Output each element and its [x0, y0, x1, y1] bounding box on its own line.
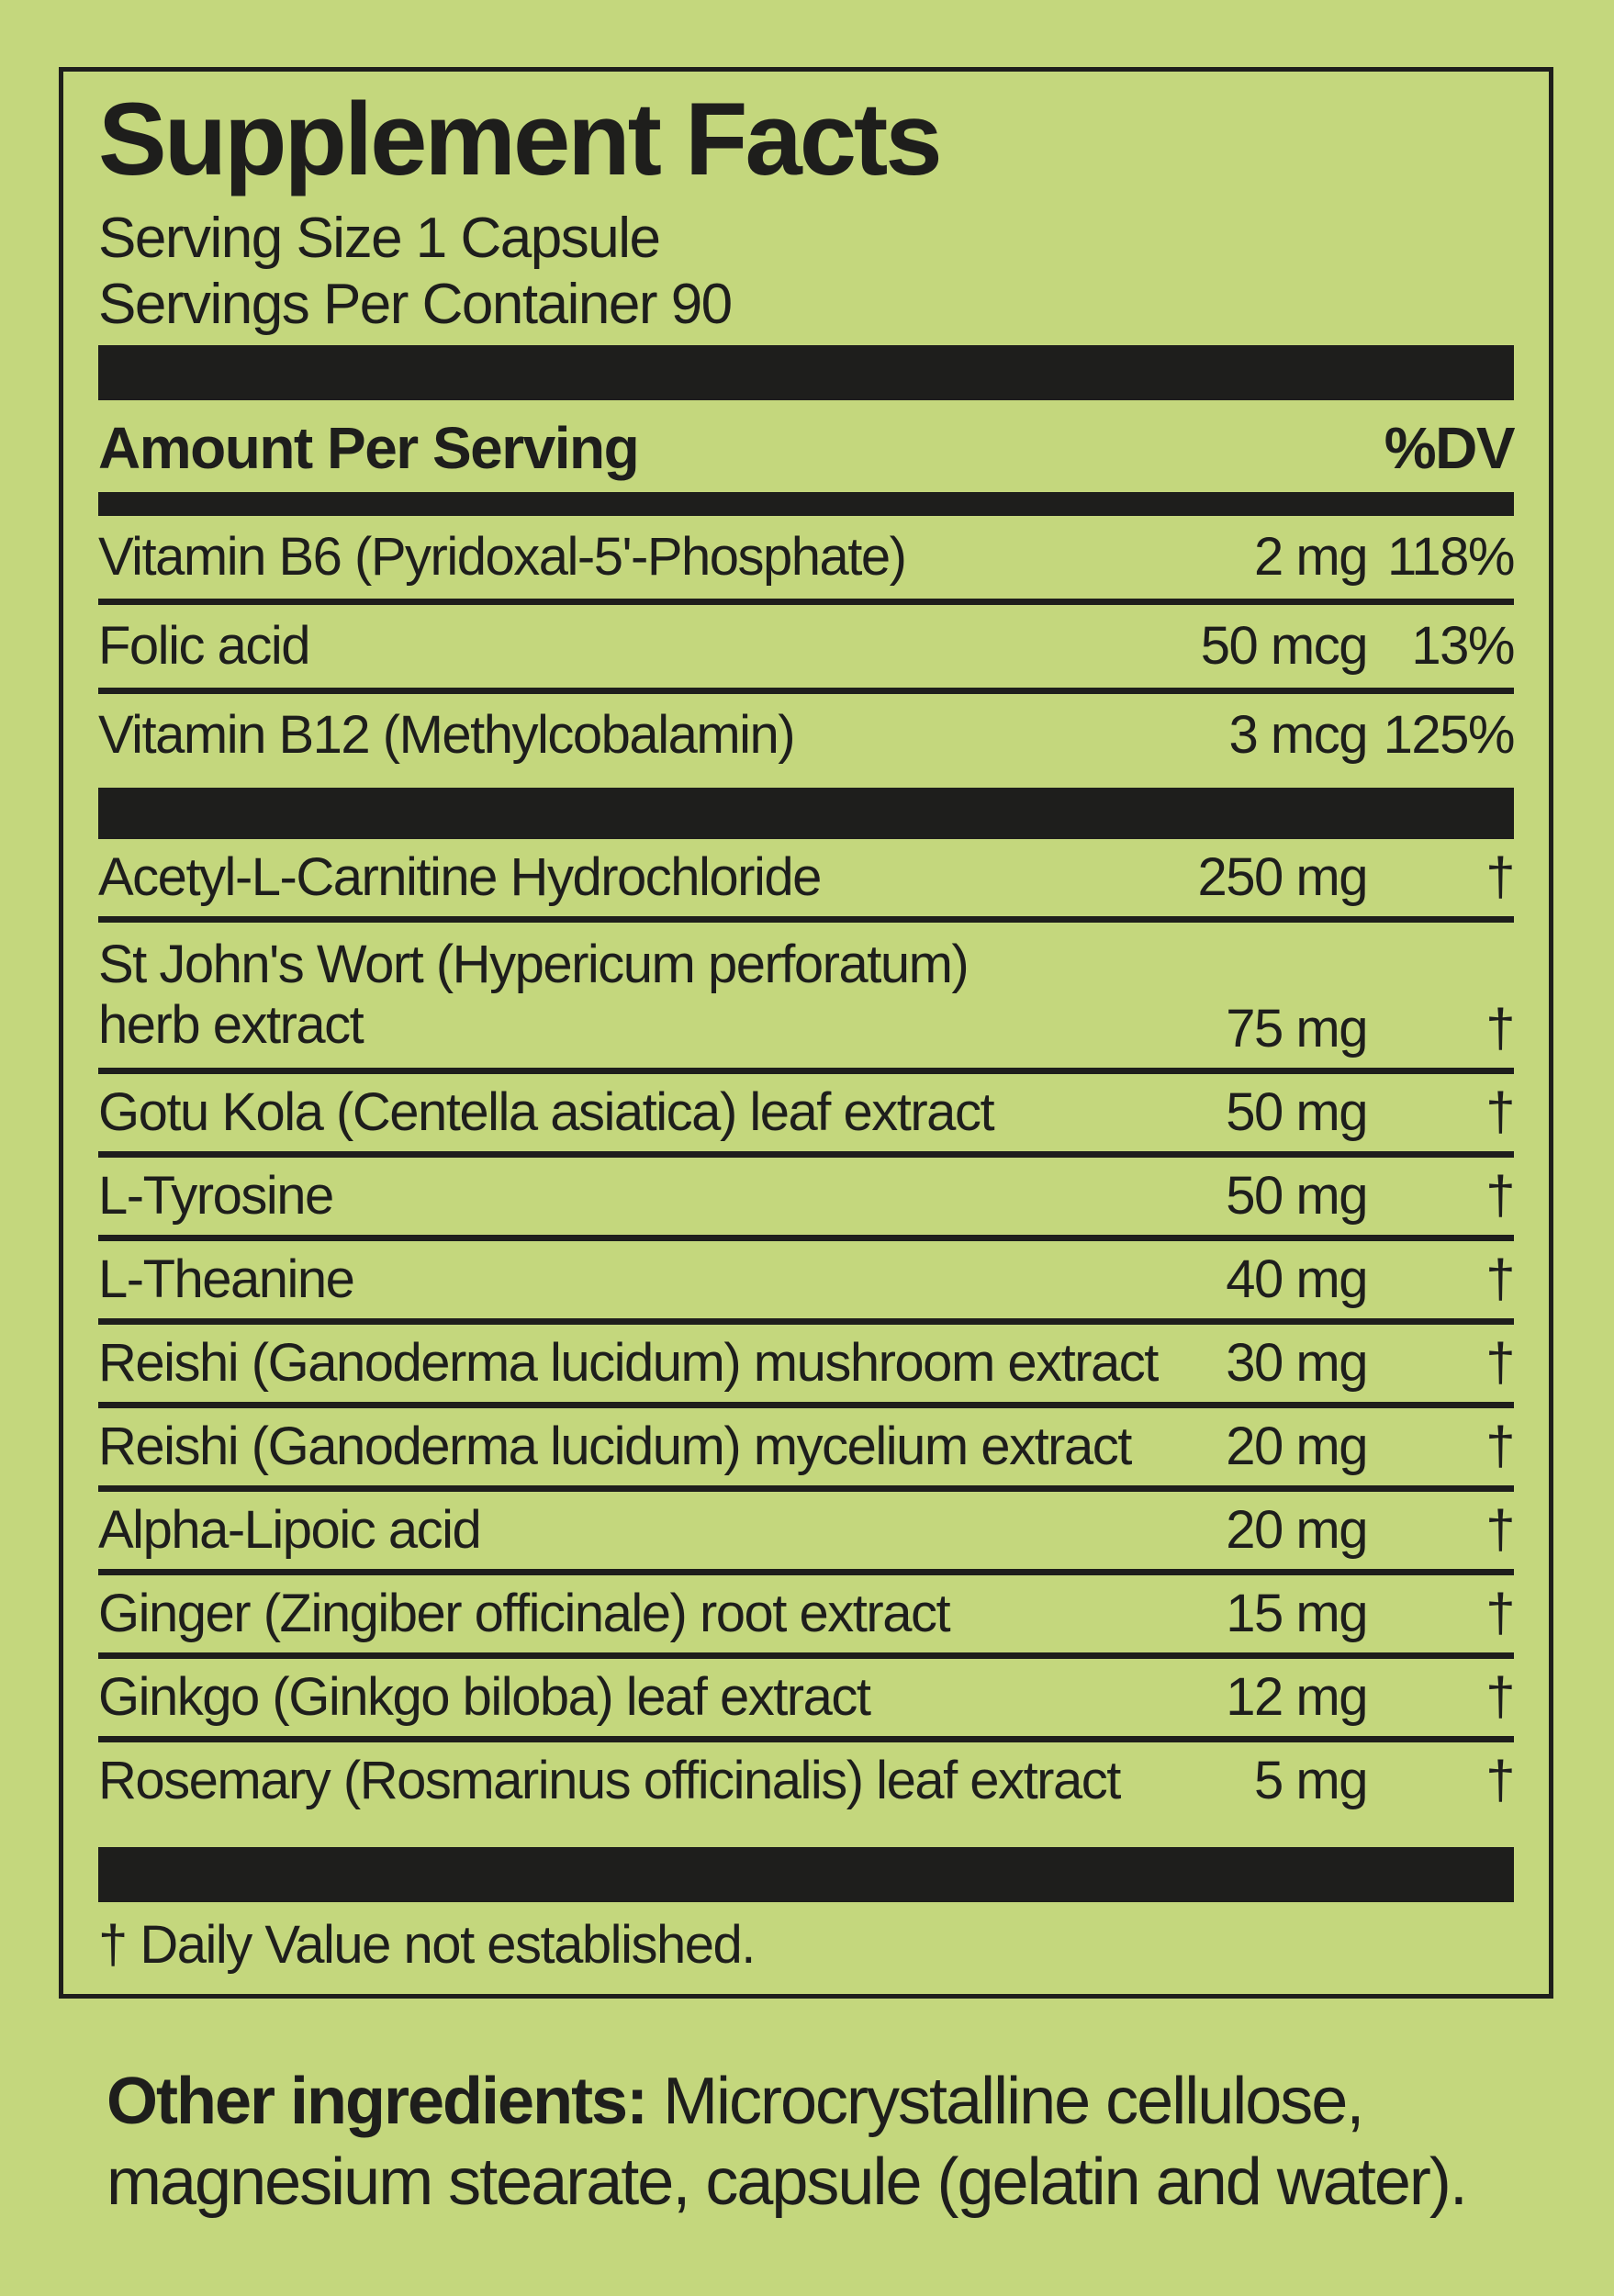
- column-header-row: [98, 400, 1514, 492]
- serving-size: Serving Size 1 Capsule: [98, 207, 660, 270]
- nutrient-amount: 50 mcg: [1200, 616, 1367, 676]
- nutrient-amount: 12 mg: [1226, 1667, 1367, 1727]
- nutrient-row: [98, 516, 1514, 599]
- other-ingredients: [106, 2061, 1566, 2223]
- nutrient-row: [98, 1318, 1514, 1402]
- nutrient-amount: 15 mg: [1226, 1584, 1367, 1643]
- nutrient-dv: †: [1485, 1751, 1514, 1810]
- nutrient-dv: †: [1485, 1082, 1514, 1142]
- nutrient-dv: 118%: [1386, 527, 1514, 587]
- nutrient-name: Gotu Kola (Centella asiatica) leaf extract: [98, 1082, 994, 1142]
- nutrient-amount: 30 mg: [1226, 1333, 1367, 1393]
- nutrient-row: [98, 1151, 1514, 1235]
- nutrient-row: [98, 1402, 1514, 1485]
- nutrient-dv: †: [1485, 1584, 1514, 1643]
- nutrient-name: Reishi (Ganoderma lucidum) mycelium extract: [98, 1417, 1131, 1476]
- nutrient-row: [98, 839, 1514, 916]
- nutrient-amount: 50 mg: [1226, 1082, 1367, 1142]
- nutrient-row: [98, 1652, 1514, 1736]
- nutrient-row: [98, 1485, 1514, 1569]
- nutrient-row: [98, 688, 1514, 777]
- nutrient-amount: 50 mg: [1226, 1166, 1367, 1226]
- nutrient-amount: 5 mg: [1254, 1751, 1367, 1810]
- nutrient-name: Ginger (Zingiber officinale) root extract: [98, 1584, 950, 1643]
- serving-info: [98, 206, 1514, 338]
- nutrient-amount: 250 mg: [1197, 847, 1367, 907]
- facts-title: Supplement Facts: [98, 82, 940, 196]
- nutrient-amount: 3 mcg: [1228, 705, 1367, 765]
- nutrient-name: Vitamin B12 (Methylcobalamin): [98, 705, 795, 765]
- nutrient-dv: †: [1485, 1333, 1514, 1393]
- servings-per-container: Servings Per Container 90: [98, 273, 732, 336]
- nutrient-dv: †: [1485, 1667, 1514, 1727]
- nutrient-name: L-Tyrosine: [98, 1166, 333, 1226]
- nutrient-amount: 2 mg: [1254, 527, 1367, 587]
- thick-divider-bar-middle: [98, 788, 1514, 839]
- nutrient-name-line1: St John's Wort (Hypericum perforatum): [98, 935, 969, 994]
- other-ingredients-line1: Microcrystalline cellulose,: [646, 2065, 1363, 2138]
- nutrient-dv: †: [1485, 1166, 1514, 1226]
- nutrient-row: [98, 1235, 1514, 1318]
- nutrient-dv: †: [1485, 1417, 1514, 1476]
- nutrient-name: Folic acid: [98, 616, 309, 676]
- nutrient-row: [98, 1068, 1514, 1151]
- nutrient-row: [98, 599, 1514, 688]
- nutrient-dv: †: [1485, 1500, 1514, 1560]
- nutrient-name-line2: herb extract: [98, 995, 364, 1055]
- thick-divider-bar-bottom: [98, 1847, 1514, 1902]
- nutrient-name: Rosemary (Rosmarinus officinalis) leaf extract: [98, 1751, 1120, 1810]
- other-ingredients-label: Other ingredients:: [106, 2065, 647, 2138]
- thick-divider-bar-top: [98, 345, 1514, 400]
- vitamin-rows: [98, 516, 1514, 777]
- nutrient-name: [98, 935, 1138, 1056]
- nutrient-name: Alpha-Lipoic acid: [98, 1500, 481, 1560]
- nutrient-name: Ginkgo (Ginkgo biloba) leaf extract: [98, 1667, 870, 1727]
- nutrient-dv: †: [1485, 847, 1514, 907]
- nutrient-amount: 75 mg: [1226, 999, 1367, 1058]
- nutrient-name: Acetyl-L-Carnitine Hydrochloride: [98, 847, 821, 907]
- nutrient-name: Vitamin B6 (Pyridoxal-5'-Phosphate): [98, 527, 906, 587]
- amount-per-serving-label: Amount Per Serving: [98, 415, 639, 481]
- nutrient-dv: †: [1485, 1249, 1514, 1309]
- nutrient-row: [98, 916, 1514, 1068]
- supplement-facts-panel: [59, 67, 1553, 1999]
- nutrient-name: L-Theanine: [98, 1249, 354, 1309]
- nutrient-row: [98, 1569, 1514, 1652]
- herb-rows: [98, 839, 1514, 1820]
- nutrient-amount: 20 mg: [1226, 1417, 1367, 1476]
- medium-divider-bar: [98, 492, 1514, 516]
- nutrient-dv: †: [1485, 999, 1514, 1058]
- footnote-daily-value: † Daily Value not established.: [98, 1915, 755, 1975]
- nutrient-amount: 40 mg: [1226, 1249, 1367, 1309]
- nutrient-amount: 20 mg: [1226, 1500, 1367, 1560]
- nutrient-row: [98, 1736, 1514, 1820]
- nutrient-dv: 125%: [1383, 705, 1514, 765]
- other-ingredients-line2: magnesium stearate, capsule (gelatin and water).: [106, 2145, 1466, 2219]
- nutrient-name: Reishi (Ganoderma lucidum) mushroom extract: [98, 1333, 1158, 1393]
- percent-dv-label: %DV: [1384, 415, 1514, 481]
- nutrient-dv: 13%: [1411, 616, 1514, 676]
